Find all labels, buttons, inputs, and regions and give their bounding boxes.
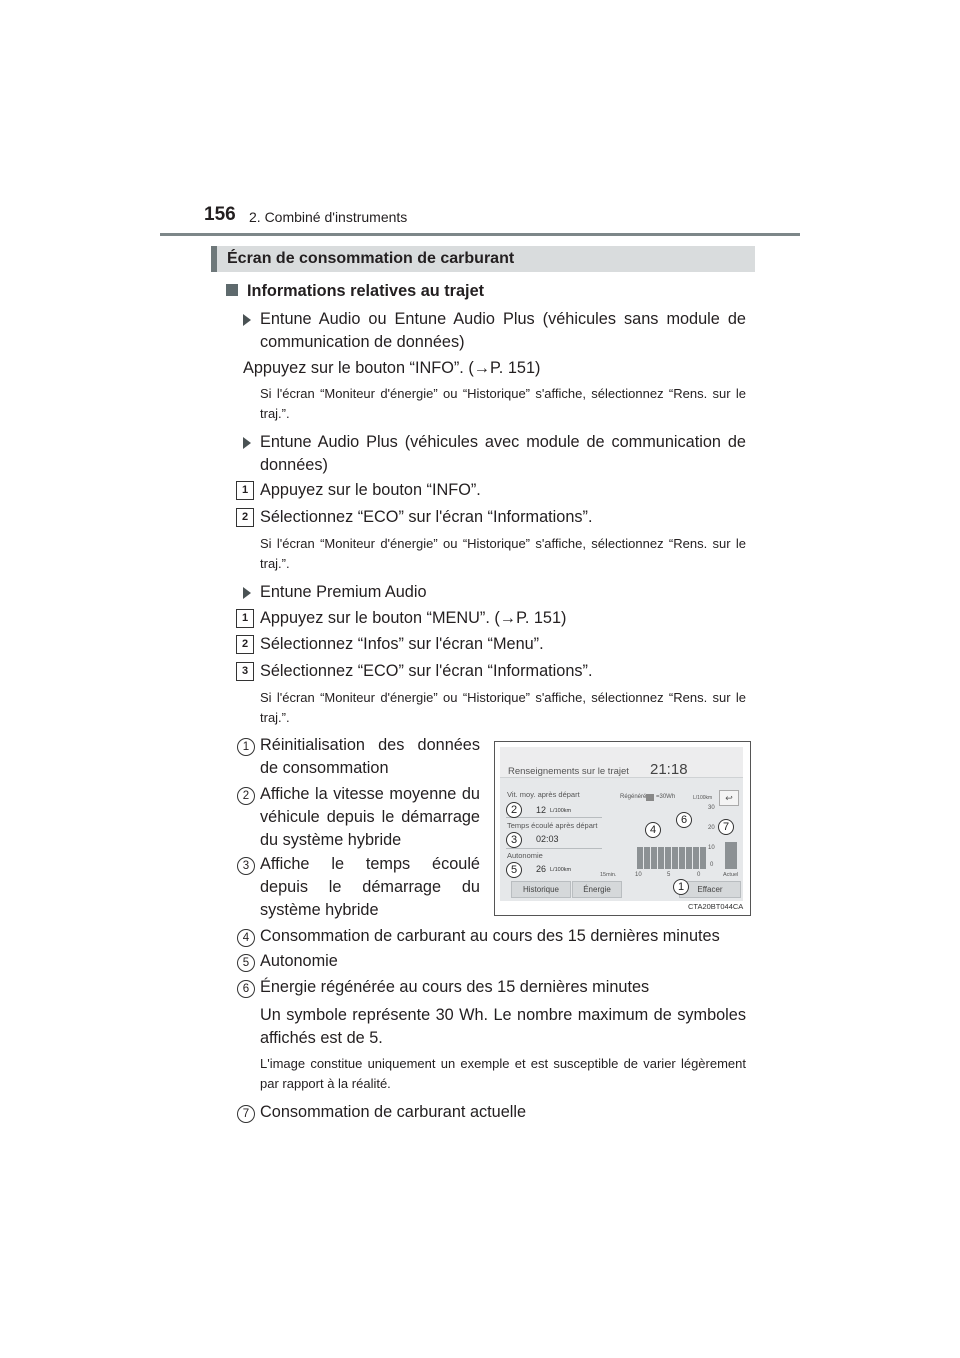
step-number: 2 <box>236 508 254 527</box>
bar <box>672 847 678 869</box>
callout-number: 5 <box>237 954 255 972</box>
callout-text: Consommation de carburant au cours des 15 dernières minutes <box>260 927 720 945</box>
callout-text: Affiche le temps écoulé depuis le démarrage du système hybride <box>260 855 480 919</box>
bar <box>658 847 664 869</box>
instruction-info: Appuyez sur le bouton “INFO”. (→P. 151) <box>243 359 541 377</box>
consumption-bars <box>637 840 709 869</box>
avg-speed-value: 12 <box>536 805 547 815</box>
step-text: Appuyez sur le bouton “MENU”. (→P. 151) <box>260 609 567 627</box>
screen-title-bar <box>500 747 743 778</box>
callout-number: 7 <box>237 1105 255 1123</box>
x-tick: Actuel <box>723 872 739 878</box>
bar <box>686 847 692 869</box>
y-tick: 10 <box>708 845 715 851</box>
avg-speed-label: Vit. moy. après départ <box>507 790 580 799</box>
page-number: 156 <box>204 204 236 225</box>
back-button[interactable]: ↩ <box>719 790 739 806</box>
bar <box>693 847 699 869</box>
screen-display <box>500 747 743 901</box>
x-tick: 15min. <box>600 872 617 878</box>
callout-number: 2 <box>237 787 255 805</box>
screen-clock: 21:18 <box>650 761 688 778</box>
step-number: 1 <box>236 609 254 628</box>
consumption-unit: L/100km <box>693 795 713 801</box>
chapter-title: 2. Combiné d'instruments <box>249 209 408 225</box>
callout-number: 1 <box>237 738 255 756</box>
x-tick: 5 <box>667 872 671 878</box>
item-audio-plus-dcm: Entune Audio Plus (véhicules avec module de communication de données) <box>260 431 746 477</box>
figure-callout: 3 <box>506 832 522 848</box>
callout-number: 4 <box>237 929 255 947</box>
step-number: 2 <box>236 635 254 654</box>
range-value: 26 <box>536 864 547 874</box>
regen-label: Régénéré <box>620 794 647 800</box>
callout-text: Réinitialisation des données de consommation <box>260 736 480 777</box>
screen-title: Renseignements sur le trajet <box>508 766 629 777</box>
arrow-bullet-icon <box>243 314 251 326</box>
range-label: Autonomie <box>507 851 543 860</box>
range-unit: L/100km <box>550 867 572 873</box>
callout-text: Autonomie <box>260 952 338 970</box>
arrow-bullet-icon <box>243 587 251 599</box>
y-tick: 20 <box>708 825 715 831</box>
bar <box>665 847 671 869</box>
callout-text: Affiche la vitesse moyenne du véhicule depuis le démarrage du système hybride <box>260 785 480 849</box>
y-tick: 30 <box>708 805 715 811</box>
current-consumption-bar <box>725 842 737 869</box>
bar <box>644 847 650 869</box>
bar <box>637 847 643 869</box>
figure-callout: 1 <box>673 879 689 895</box>
step-text: Sélectionnez “ECO” sur l'écran “Informations”. <box>260 508 593 526</box>
clear-button[interactable]: Effacer <box>679 881 741 898</box>
elapsed-label: Temps écoulé après départ <box>507 821 598 830</box>
x-tick: 10 <box>635 872 642 878</box>
arrow-bullet-icon <box>243 437 251 449</box>
figure-callout: 2 <box>506 802 522 818</box>
callout-text: Énergie régénérée au cours des 15 dernières minutes <box>260 978 650 996</box>
figure-callout: 4 <box>645 822 661 838</box>
callout-number: 3 <box>237 857 255 875</box>
elapsed-value: 02:03 <box>536 834 559 844</box>
square-bullet-icon <box>226 284 238 296</box>
callout-text: Consommation de carburant actuelle <box>260 1103 527 1121</box>
history-button[interactable]: Historique <box>511 881 571 898</box>
section-header <box>211 246 755 272</box>
x-tick: 0 <box>697 872 701 878</box>
figure-callout: 6 <box>676 812 692 828</box>
note-text: Si l'écran “Moniteur d'énergie” ou “Historique” s'affiche, sélectionnez “Rens. sur le traj.”. <box>260 690 746 725</box>
note-text: Si l'écran “Moniteur d'énergie” ou “Historique” s'affiche, sélectionnez “Rens. sur le traj.”. <box>260 536 746 571</box>
avg-speed-unit: L/100km <box>550 808 572 814</box>
regen-symbol-icon <box>646 794 654 801</box>
y-tick: 0 <box>710 862 714 868</box>
figure-code: CTA20BT044CA <box>688 902 744 911</box>
trip-info-screen-figure <box>494 741 751 916</box>
bar <box>679 847 685 869</box>
step-text: Sélectionnez “ECO” sur l'écran “Informations”. <box>260 662 593 680</box>
bar <box>700 847 706 869</box>
bar <box>651 847 657 869</box>
step-number: 1 <box>236 481 254 500</box>
item-premium-audio: Entune Premium Audio <box>260 581 427 604</box>
figure-callout: 7 <box>718 819 734 835</box>
item-audio-no-dcm: Entune Audio ou Entune Audio Plus (véhicules sans module de communication de données) <box>260 308 746 354</box>
note-text: Si l'écran “Moniteur d'énergie” ou “Historique” s'affiche, sélectionnez “Rens. sur le traj.”. <box>260 386 746 421</box>
callout-6-note: L'image constitue uniquement un exemple et est susceptible de varier légèrement par rapport à la réalité. <box>260 1056 746 1091</box>
callout-number: 6 <box>237 980 255 998</box>
header-rule <box>160 233 800 236</box>
step-number: 3 <box>236 662 254 681</box>
callout-6-detail: Un symbole représente 30 Wh. Le nombre maximum de symboles affichés est de 5. <box>260 1006 746 1047</box>
regen-value: =30Wh <box>656 794 676 800</box>
step-text: Appuyez sur le bouton “INFO”. <box>260 481 481 499</box>
step-text: Sélectionnez “Infos” sur l'écran “Menu”. <box>260 635 544 653</box>
figure-callout: 5 <box>506 862 522 878</box>
energy-button[interactable]: Énergie <box>572 881 622 898</box>
section-title: Écran de consommation de carburant <box>227 250 515 267</box>
subsection-heading: Informations relatives au trajet <box>226 280 484 303</box>
